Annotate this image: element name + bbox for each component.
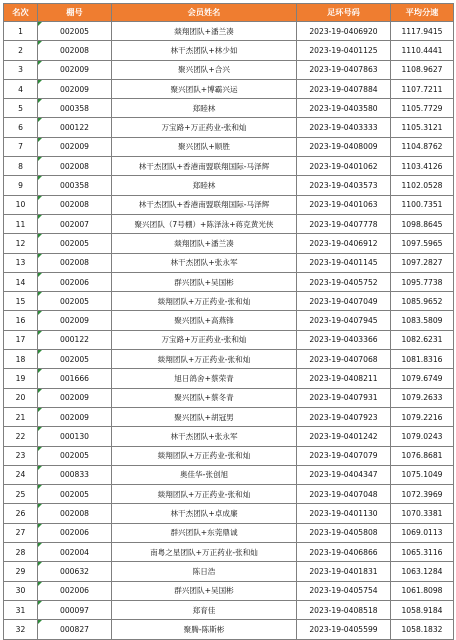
- member-name-cell: 郑睦林: [112, 176, 297, 195]
- ring-number-cell: 2023-19-0405599: [297, 620, 391, 639]
- ring-number-cell: 2023-19-0401063: [297, 195, 391, 214]
- ring-number-cell: 2023-19-0401145: [297, 253, 391, 272]
- table-row: [4, 620, 454, 639]
- rank-cell: 3: [4, 60, 38, 79]
- loft-number-cell: 000097: [38, 600, 112, 619]
- member-name-cell: 燚翔团队+万正药业-张和灿: [112, 350, 297, 369]
- member-name-cell: 奥佳华-张创旭: [112, 465, 297, 484]
- table-row: [4, 292, 454, 311]
- rank-cell: 11: [4, 214, 38, 233]
- table-row: [4, 504, 454, 523]
- ring-number-cell: 2023-19-0401130: [297, 504, 391, 523]
- member-name-cell: 聚兴团队+胡冠男: [112, 407, 297, 426]
- rank-cell: 29: [4, 562, 38, 581]
- average-speed-cell: 1058.1832: [391, 620, 454, 639]
- ring-number-cell: 2023-19-0403366: [297, 330, 391, 349]
- table-row: [4, 446, 454, 465]
- average-speed-cell: 1058.9184: [391, 600, 454, 619]
- member-name-cell: 燚翔团队+万正药业-张和灿: [112, 446, 297, 465]
- member-name-cell: 聚兴团队（7号棚）+陈泽泳+蒋克黄光侠: [112, 214, 297, 233]
- table-row: [4, 99, 454, 118]
- ring-number-cell: 2023-19-0408518: [297, 600, 391, 619]
- table-row: [4, 311, 454, 330]
- member-name-cell: 旭日鸽舍+蔡荣青: [112, 369, 297, 388]
- ring-number-cell: 2023-19-0405808: [297, 523, 391, 542]
- ring-number-cell: 2023-19-0407931: [297, 388, 391, 407]
- table-row: [4, 41, 454, 60]
- ring-number-cell: 2023-19-0408211: [297, 369, 391, 388]
- average-speed-cell: 1105.7729: [391, 99, 454, 118]
- average-speed-cell: 1081.8316: [391, 350, 454, 369]
- member-name-cell: 郑睦林: [112, 99, 297, 118]
- average-speed-cell: 1110.4441: [391, 41, 454, 60]
- ring-number-cell: 2023-19-0403580: [297, 99, 391, 118]
- rank-cell: 21: [4, 407, 38, 426]
- loft-number-cell: 002006: [38, 523, 112, 542]
- table-row: [4, 22, 454, 41]
- average-speed-cell: 1117.9415: [391, 22, 454, 41]
- ring-number-cell: 2023-19-0401062: [297, 157, 391, 176]
- table-row: [4, 214, 454, 233]
- member-name-cell: 林干杰团队+香港南盟联翔国际-马泽辉: [112, 157, 297, 176]
- average-speed-cell: 1107.7211: [391, 79, 454, 98]
- rank-cell: 2: [4, 41, 38, 60]
- loft-number-cell: 002009: [38, 79, 112, 98]
- ring-number-cell: 2023-19-0406912: [297, 234, 391, 253]
- rank-cell: 17: [4, 330, 38, 349]
- rank-cell: 18: [4, 350, 38, 369]
- loft-number-cell: 002009: [38, 60, 112, 79]
- ring-number-cell: 2023-19-0401831: [297, 562, 391, 581]
- rank-cell: 19: [4, 369, 38, 388]
- loft-number-cell: 002005: [38, 350, 112, 369]
- table-row: [4, 272, 454, 291]
- table-row: [4, 562, 454, 581]
- rank-cell: 24: [4, 465, 38, 484]
- header-rank: 名次: [4, 4, 38, 22]
- member-name-cell: 燚翔团队+万正药业-张和灿: [112, 485, 297, 504]
- member-name-cell: 聚兴团队+合兴: [112, 60, 297, 79]
- loft-number-cell: 001666: [38, 369, 112, 388]
- ring-number-cell: 2023-19-0405752: [297, 272, 391, 291]
- member-name-cell: 林干杰团队+张永军: [112, 427, 297, 446]
- rank-cell: 8: [4, 157, 38, 176]
- table-row: [4, 330, 454, 349]
- table-header: [4, 4, 454, 22]
- average-speed-cell: 1102.0528: [391, 176, 454, 195]
- ring-number-cell: 2023-19-0407068: [297, 350, 391, 369]
- member-name-cell: 燚翔团队+潘兰凑: [112, 234, 297, 253]
- rank-cell: 20: [4, 388, 38, 407]
- rank-cell: 22: [4, 427, 38, 446]
- average-speed-cell: 1069.0113: [391, 523, 454, 542]
- average-speed-cell: 1104.8762: [391, 137, 454, 156]
- loft-number-cell: 002008: [38, 195, 112, 214]
- average-speed-cell: 1070.3381: [391, 504, 454, 523]
- ring-number-cell: 2023-19-0406866: [297, 543, 391, 562]
- table-row: [4, 427, 454, 446]
- loft-number-cell: 002005: [38, 22, 112, 41]
- rank-cell: 23: [4, 446, 38, 465]
- results-sheet: [3, 3, 453, 640]
- table-row: [4, 600, 454, 619]
- average-speed-cell: 1076.8681: [391, 446, 454, 465]
- loft-number-cell: 002007: [38, 214, 112, 233]
- rank-cell: 15: [4, 292, 38, 311]
- member-name-cell: 林干杰团队+卓成廉: [112, 504, 297, 523]
- member-name-cell: 燚翔团队+潘兰凑: [112, 22, 297, 41]
- average-speed-cell: 1105.3121: [391, 118, 454, 137]
- loft-number-cell: 000827: [38, 620, 112, 639]
- ring-number-cell: 2023-19-0407049: [297, 292, 391, 311]
- member-name-cell: 群兴团队+吴国彬: [112, 581, 297, 600]
- rank-cell: 27: [4, 523, 38, 542]
- table-row: [4, 543, 454, 562]
- table-row: [4, 234, 454, 253]
- rank-cell: 13: [4, 253, 38, 272]
- rank-cell: 5: [4, 99, 38, 118]
- average-speed-cell: 1085.9652: [391, 292, 454, 311]
- rank-cell: 30: [4, 581, 38, 600]
- ring-number-cell: 2023-19-0406920: [297, 22, 391, 41]
- rank-cell: 14: [4, 272, 38, 291]
- table-row: [4, 523, 454, 542]
- loft-number-cell: 002004: [38, 543, 112, 562]
- loft-number-cell: 000130: [38, 427, 112, 446]
- member-name-cell: 聚兴团队+顺胜: [112, 137, 297, 156]
- ring-number-cell: 2023-19-0407778: [297, 214, 391, 233]
- rank-cell: 4: [4, 79, 38, 98]
- table-row: [4, 485, 454, 504]
- average-speed-cell: 1098.8645: [391, 214, 454, 233]
- loft-number-cell: 000632: [38, 562, 112, 581]
- rank-cell: 32: [4, 620, 38, 639]
- member-name-cell: 聚兴团队+蔡冬青: [112, 388, 297, 407]
- member-name-cell: 聚兴团队+博霸兴运: [112, 79, 297, 98]
- loft-number-cell: 002008: [38, 157, 112, 176]
- ring-number-cell: 2023-19-0408009: [297, 137, 391, 156]
- average-speed-cell: 1103.4126: [391, 157, 454, 176]
- header-average-speed: 平均分速: [391, 4, 454, 22]
- average-speed-cell: 1079.0243: [391, 427, 454, 446]
- average-speed-cell: 1079.2216: [391, 407, 454, 426]
- member-name-cell: 群兴团队+吴国彬: [112, 272, 297, 291]
- rank-cell: 31: [4, 600, 38, 619]
- loft-number-cell: 002006: [38, 272, 112, 291]
- rank-cell: 6: [4, 118, 38, 137]
- member-name-cell: 林干杰团队+张永军: [112, 253, 297, 272]
- average-speed-cell: 1108.9627: [391, 60, 454, 79]
- table-row: [4, 79, 454, 98]
- ring-number-cell: 2023-19-0405754: [297, 581, 391, 600]
- loft-number-cell: 002009: [38, 311, 112, 330]
- average-speed-cell: 1075.1049: [391, 465, 454, 484]
- loft-number-cell: 000122: [38, 118, 112, 137]
- loft-number-cell: 002005: [38, 234, 112, 253]
- loft-number-cell: 002006: [38, 581, 112, 600]
- table-row: [4, 465, 454, 484]
- average-speed-cell: 1065.3116: [391, 543, 454, 562]
- table-row: [4, 137, 454, 156]
- race-results-table: [3, 3, 454, 640]
- header-row: [4, 4, 454, 22]
- loft-number-cell: 002008: [38, 504, 112, 523]
- member-name-cell: 燚翔团队+万正药业-张和灿: [112, 292, 297, 311]
- header-loft: 棚号: [38, 4, 112, 22]
- member-name-cell: 万宝路+万正药业-张和灿: [112, 330, 297, 349]
- rank-cell: 10: [4, 195, 38, 214]
- table-row: [4, 369, 454, 388]
- average-speed-cell: 1095.7738: [391, 272, 454, 291]
- average-speed-cell: 1097.2827: [391, 253, 454, 272]
- average-speed-cell: 1083.5809: [391, 311, 454, 330]
- ring-number-cell: 2023-19-0403573: [297, 176, 391, 195]
- rank-cell: 16: [4, 311, 38, 330]
- rank-cell: 28: [4, 543, 38, 562]
- table-row: [4, 581, 454, 600]
- ring-number-cell: 2023-19-0401125: [297, 41, 391, 60]
- loft-number-cell: 002008: [38, 253, 112, 272]
- average-speed-cell: 1079.2633: [391, 388, 454, 407]
- loft-number-cell: 002005: [38, 485, 112, 504]
- loft-number-cell: 000358: [38, 99, 112, 118]
- ring-number-cell: 2023-19-0407048: [297, 485, 391, 504]
- ring-number-cell: 2023-19-0407884: [297, 79, 391, 98]
- table-row: [4, 407, 454, 426]
- average-speed-cell: 1100.7351: [391, 195, 454, 214]
- member-name-cell: 林干杰团队+香港南盟联翔国际-马泽辉: [112, 195, 297, 214]
- ring-number-cell: 2023-19-0407863: [297, 60, 391, 79]
- member-name-cell: 聚腾-陈斯彬: [112, 620, 297, 639]
- loft-number-cell: 000122: [38, 330, 112, 349]
- table-row: [4, 157, 454, 176]
- header-member-name: 会员姓名: [112, 4, 297, 22]
- member-name-cell: 南粤之星团队+万正药业-张和灿: [112, 543, 297, 562]
- table-row: [4, 60, 454, 79]
- member-name-cell: 群兴团队+东莞鼎诚: [112, 523, 297, 542]
- loft-number-cell: 002005: [38, 446, 112, 465]
- rank-cell: 12: [4, 234, 38, 253]
- table-row: [4, 176, 454, 195]
- average-speed-cell: 1082.6231: [391, 330, 454, 349]
- table-row: [4, 350, 454, 369]
- member-name-cell: 聚兴团队+高燕锋: [112, 311, 297, 330]
- ring-number-cell: 2023-19-0407079: [297, 446, 391, 465]
- rank-cell: 1: [4, 22, 38, 41]
- member-name-cell: 陈日浩: [112, 562, 297, 581]
- ring-number-cell: 2023-19-0401242: [297, 427, 391, 446]
- member-name-cell: 郑育佳: [112, 600, 297, 619]
- member-name-cell: 万宝路+万正药业-张和灿: [112, 118, 297, 137]
- average-speed-cell: 1072.3969: [391, 485, 454, 504]
- average-speed-cell: 1097.5965: [391, 234, 454, 253]
- average-speed-cell: 1079.6749: [391, 369, 454, 388]
- rank-cell: 7: [4, 137, 38, 156]
- table-row: [4, 195, 454, 214]
- loft-number-cell: 000358: [38, 176, 112, 195]
- table-body: [4, 22, 454, 640]
- loft-number-cell: 002009: [38, 388, 112, 407]
- rank-cell: 25: [4, 485, 38, 504]
- header-ring-number: 足环号码: [297, 4, 391, 22]
- loft-number-cell: 000833: [38, 465, 112, 484]
- loft-number-cell: 002005: [38, 292, 112, 311]
- rank-cell: 9: [4, 176, 38, 195]
- loft-number-cell: 002008: [38, 41, 112, 60]
- loft-number-cell: 002009: [38, 407, 112, 426]
- ring-number-cell: 2023-19-0403333: [297, 118, 391, 137]
- ring-number-cell: 2023-19-0404347: [297, 465, 391, 484]
- table-row: [4, 118, 454, 137]
- rank-cell: 26: [4, 504, 38, 523]
- member-name-cell: 林干杰团队+林少如: [112, 41, 297, 60]
- ring-number-cell: 2023-19-0407945: [297, 311, 391, 330]
- ring-number-cell: 2023-19-0407923: [297, 407, 391, 426]
- table-row: [4, 388, 454, 407]
- loft-number-cell: 002009: [38, 137, 112, 156]
- average-speed-cell: 1063.1284: [391, 562, 454, 581]
- table-row: [4, 253, 454, 272]
- average-speed-cell: 1061.8098: [391, 581, 454, 600]
